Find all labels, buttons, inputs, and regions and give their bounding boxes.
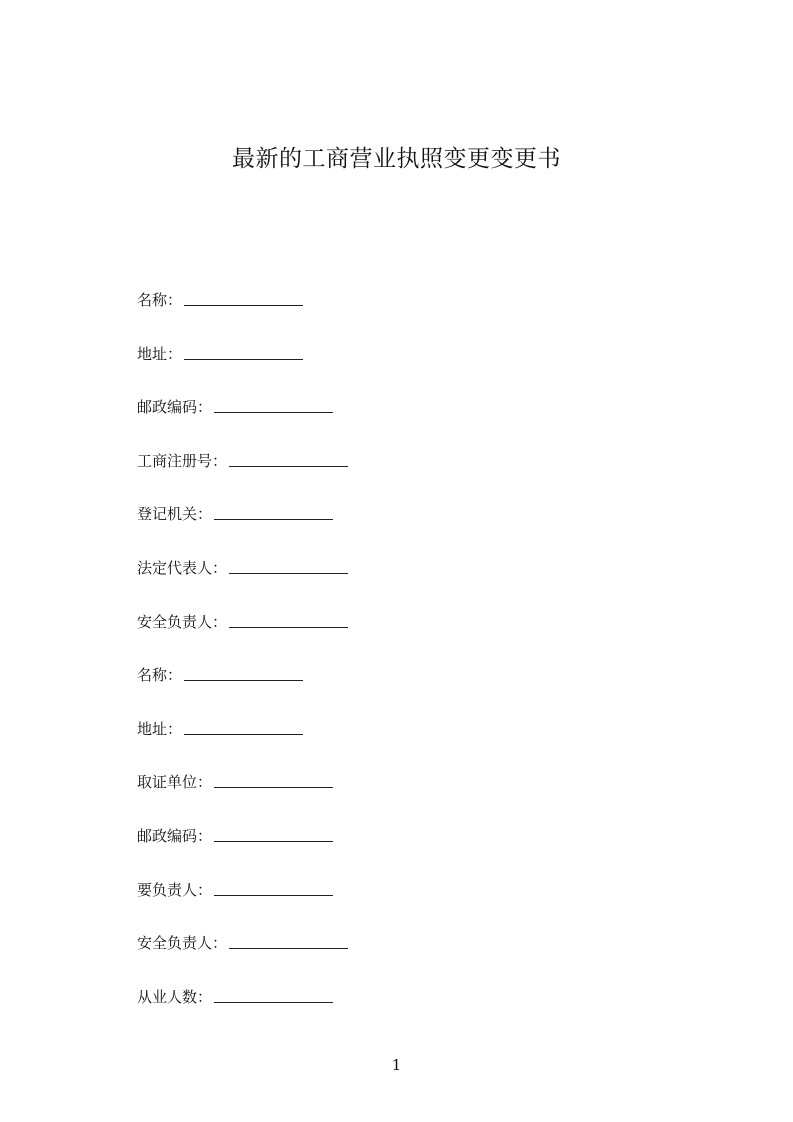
- field-label: 登记机关：: [137, 505, 213, 524]
- field-postcode-2: [137, 824, 348, 878]
- field-address-1: [137, 342, 348, 396]
- blank-line: [229, 449, 348, 467]
- blank-line: [229, 610, 348, 628]
- field-label: 名称：: [137, 666, 183, 685]
- document-title: 最新的工商营业执照变更变更书: [232, 146, 561, 172]
- field-registration-number: [137, 449, 348, 503]
- field-safety-officer-2: [137, 931, 348, 985]
- blank-line: [214, 770, 333, 788]
- field-safety-officer-1: [137, 610, 348, 664]
- field-name-2: [137, 663, 348, 717]
- blank-line: [214, 985, 333, 1003]
- field-registration-authority: [137, 502, 348, 556]
- field-label: 邮政编码：: [137, 398, 213, 417]
- blank-line: [184, 342, 303, 360]
- field-employee-count: [137, 985, 348, 1039]
- page-number: 1: [391, 1056, 402, 1074]
- field-label: 法定代表人：: [137, 558, 228, 577]
- blank-line: [214, 395, 333, 413]
- field-label: 工商注册号：: [137, 451, 228, 470]
- field-postcode-1: [137, 395, 348, 449]
- blank-line: [214, 824, 333, 842]
- field-label: 安全负责人：: [137, 612, 228, 631]
- field-certificate-unit: [137, 770, 348, 824]
- field-principal: [137, 878, 348, 932]
- field-label: 地址：: [137, 344, 183, 363]
- form-fields: [137, 288, 348, 1038]
- field-name-1: [137, 288, 348, 342]
- blank-line: [184, 717, 303, 735]
- field-label: 邮政编码：: [137, 826, 213, 845]
- field-label: 要负责人：: [137, 880, 213, 899]
- field-label: 从业人数：: [137, 987, 213, 1006]
- blank-line: [229, 931, 348, 949]
- blank-line: [214, 502, 333, 520]
- blank-line: [214, 878, 333, 896]
- field-label: 名称：: [137, 291, 183, 309]
- field-label: 取证单位：: [137, 773, 213, 792]
- field-label: 地址：: [137, 719, 183, 738]
- field-label: 安全负责人：: [137, 934, 228, 953]
- blank-line: [229, 556, 348, 574]
- blank-line: [184, 663, 303, 681]
- field-address-2: [137, 717, 348, 771]
- field-legal-representative: [137, 556, 348, 610]
- blank-line: [184, 288, 303, 306]
